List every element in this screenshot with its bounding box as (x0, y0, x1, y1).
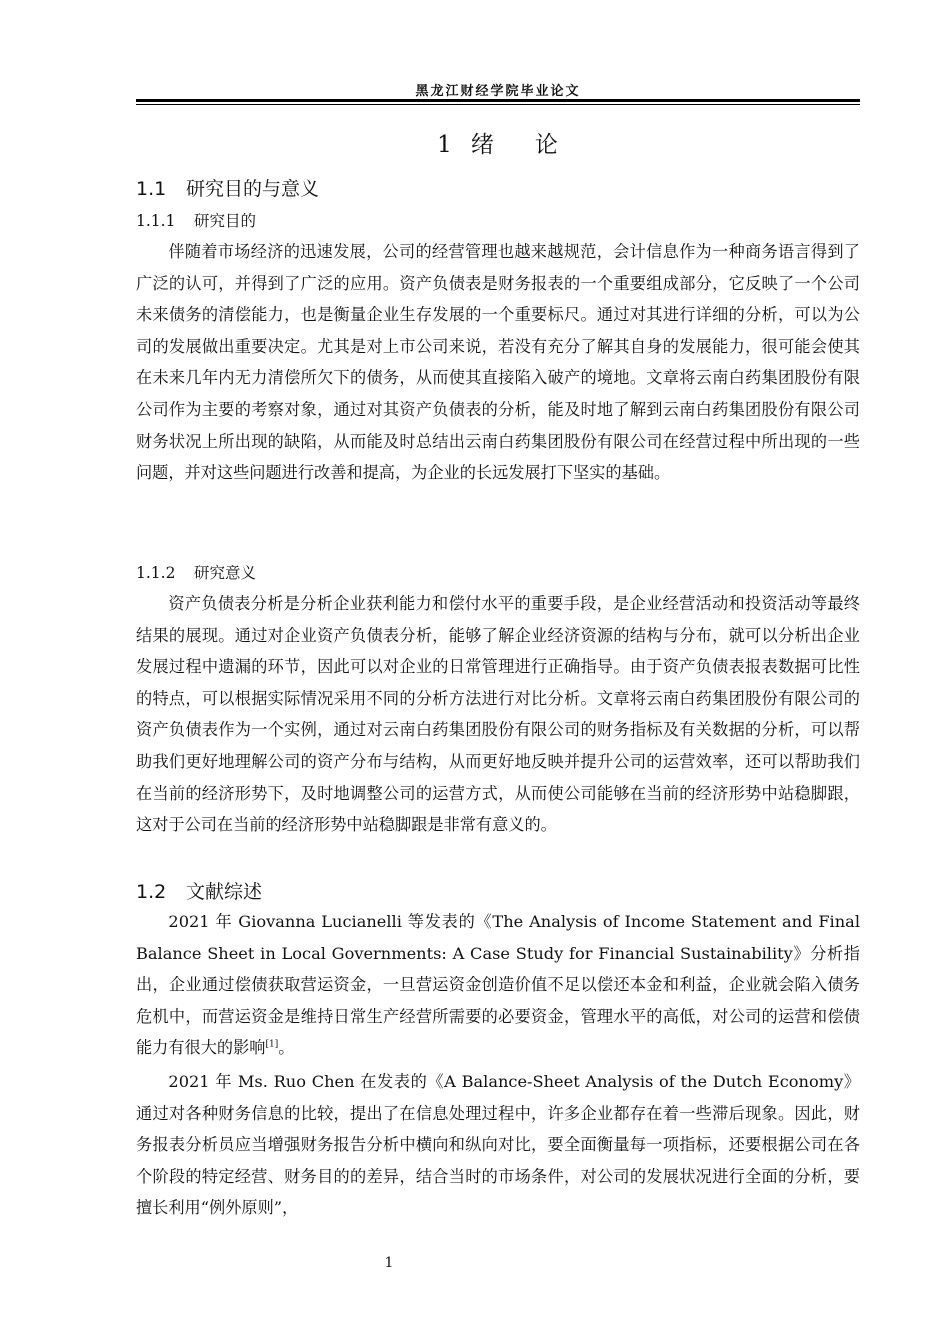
subsection-heading-1-1-2 (136, 561, 256, 583)
header-rule-thick (136, 99, 860, 102)
section-heading-1-1 (136, 174, 319, 201)
paragraph-literature-2: 2021 年 Ms. Ruo Chen 在发表的《A Balance-Sheet Analysis of the Dutch Economy》通过对各种财务信息的比较，提出了在信息处理过程中，许多企业都存在着一些滞后现象。因此，财务报表分析员应当增强财务报告分析中横向和纵向对比，要全面衡量每一项指标，还要根据公司在各个阶段的特定经营、财务目的的差异，结合当时的市场条件，对公司的发展状况进行全面的分析，要擅长利用“例外原则”， (136, 1072, 860, 1218)
paragraph-research-purpose: 伴随着市场经济的迅速发展，公司的经营管理也越来越规范，会计信息作为一种商务语言得到了广泛的认可，并得到了广泛的应用。资产负债表是财务报表的一个重要组成部分，它反映了一个公司未来债务的清偿能力，也是衡量企业生存发展的一个重要标尺。通过对其进行详细的分析，可以为公司的发展做出重要决定。尤其是对上市公司来说，若没有充分了解其自身的发展能力，很可能会使其在未来几年内无力清偿所欠下的债务，从而使其直接陷入破产的境地。文章将云南白药集团股份有限公司作为主要的考察对象，通过对其资产负债表的分析，能及时地了解到云南白药集团股份有限公司财务状况上所出现的缺陷，从而能及时总结出云南白药集团股份有限公司在经营过程中所出现的一些问题，并对这些问题进行改善和提高，为企业的长远发展打下坚实的基础。 (136, 242, 860, 483)
subsection-number: 1.1.2 (136, 564, 176, 582)
section-number: 1.2 (136, 881, 167, 903)
subsection-title: 研究目的 (194, 212, 257, 230)
section-title: 研究目的与意义 (186, 178, 320, 200)
chapter-title-part1: 绪 (470, 132, 495, 158)
subsection-title: 研究意义 (194, 564, 257, 582)
chapter-title (136, 126, 860, 159)
running-header: 黑龙江财经学院毕业论文 (415, 84, 581, 99)
page-number: 1 (384, 1255, 394, 1271)
paragraph-literature-1 (136, 906, 860, 1064)
header-rule-thin (136, 104, 860, 105)
subsection-number: 1.1.1 (136, 212, 176, 230)
chapter-title-part2: 论 (534, 132, 559, 158)
section-title: 文献综述 (186, 881, 263, 903)
subsection-heading-1-1-1 (136, 209, 256, 231)
section-number: 1.1 (136, 178, 167, 200)
citation-1: [1] (265, 1039, 279, 1050)
literature-1-end: 。 (278, 1038, 295, 1058)
chapter-number: 1 (437, 132, 453, 158)
literature-1-text: 2021 年 Giovanna Lucianelli 等发表的《The Analysis of Income Statement and Final Balance Sheet in Local Governments: A Case Study for Financial Sustainability》分析指出，企业通过偿债获取营运资金，一旦营运资金创造价值不足以偿还本金和利益，企业就会陷入债务危机中，而营运资金是维持日常生产经营所需要的必要资金，管理水平的高低，对公司的运营和偿债能力有很大的影响 (136, 912, 860, 1058)
section-heading-1-2 (136, 877, 262, 904)
paragraph-research-significance: 资产负债表分析是分析企业获利能力和偿付水平的重要手段，是企业经营活动和投资活动等最终结果的展现。通过对企业资产负债表分析，能够了解企业经济资源的结构与分布，就可以分析出企业发展过程中遗漏的环节，因此可以对企业的日常管理进行正确指导。由于资产负债表报表数据可比性的特点，可以根据实际情况采用不同的分析方法进行对比分析。文章将云南白药集团股份有限公司的资产负债表作为一个实例，通过对云南白药集团股份有限公司的财务指标及有关数据的分析，可以帮助我们更好地理解公司的资产分布与结构，从而更好地反映并提升公司的运营效率，还可以帮助我们在当前的经济形势下，及时地调整公司的运营方式，从而使公司能够在当前的经济形势中站稳脚跟，这对于公司在当前的经济形势中站稳脚跟是非常有意义的。 (136, 594, 860, 835)
